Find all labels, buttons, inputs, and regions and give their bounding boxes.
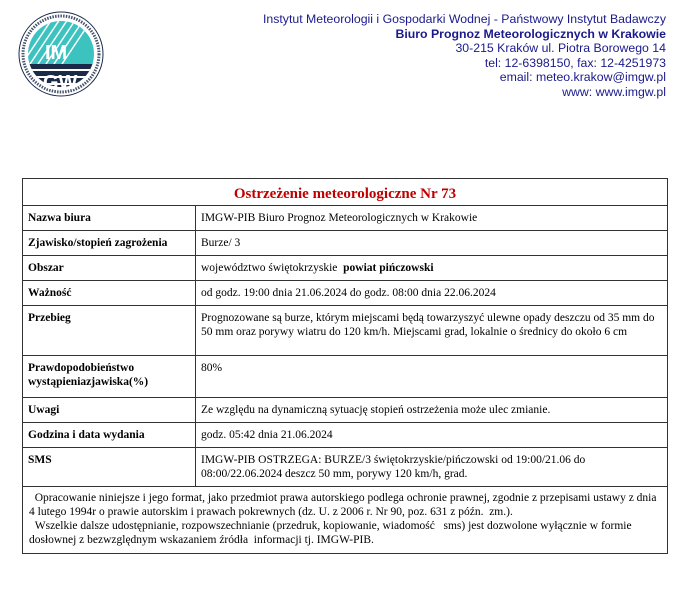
row-value: godz. 05:42 dnia 21.06.2024 bbox=[196, 423, 668, 448]
row-label: SMS bbox=[23, 448, 196, 487]
table-row bbox=[23, 231, 668, 256]
row-value bbox=[196, 256, 668, 281]
row-value: od godz. 19:00 dnia 21.06.2024 do godz. 08:00 dnia 22.06.2024 bbox=[196, 281, 668, 306]
region: województwo świętokrzyskie bbox=[201, 262, 338, 274]
copyright-text: Opracowanie niniejsze i jego format, jako przedmiot prawa autorskiego podlega ochronie prawnej, zgodnie z przepisami ustawy z dnia 4 lutego 1994r o prawie autorskim i prawach pokrewnych (dz. U. z 2006 r. Nr 90, poz. 631 z późn. zm.). bbox=[29, 492, 660, 518]
table-row bbox=[23, 306, 668, 356]
office-name: Biuro Prognoz Meteorologicznych w Krakowie bbox=[395, 26, 666, 41]
warning-table bbox=[22, 178, 668, 554]
letterhead bbox=[263, 12, 666, 100]
institute-name: Instytut Meteorologii i Gospodarki Wodnej - Państwowy Instytut Badawczy bbox=[262, 12, 666, 26]
row-value: Burze/ 3 bbox=[196, 231, 668, 256]
warning-title: Ostrzeżenie meteorologiczne Nr 73 bbox=[23, 179, 668, 206]
svg-text:IM: IM bbox=[45, 42, 68, 64]
table-row bbox=[23, 448, 668, 487]
email: email: meteo.krakow@imgw.pl bbox=[499, 70, 666, 85]
copyright-notice bbox=[23, 487, 668, 554]
row-label: Nazwa biura bbox=[23, 206, 196, 231]
row-value: 80% bbox=[196, 356, 668, 398]
table-row bbox=[23, 206, 668, 231]
row-value: IMGW-PIB Biuro Prognoz Meteorologicznych w Krakowie bbox=[196, 206, 668, 231]
table-row bbox=[23, 398, 668, 423]
row-label: Obszar bbox=[23, 256, 196, 281]
county: powiat pińczowski bbox=[343, 262, 434, 274]
table-row bbox=[23, 356, 668, 398]
row-label: Zjawisko/stopień zagrożenia bbox=[23, 231, 196, 256]
imgw-logo bbox=[18, 4, 104, 104]
row-value: Prognozowane są burze, którym miejscami będą towarzyszyć ulewne opady deszczu od 35 mm do 50 mm oraz porywy wiatru do 120 km/h. Miejscami grad, lokalnie o średnicy do około 6 cm bbox=[196, 306, 668, 356]
svg-text:GW: GW bbox=[43, 72, 78, 94]
row-label: Przebieg bbox=[23, 306, 196, 356]
row-value: IMGW-PIB OSTRZEGA: BURZE/3 świętokrzyskie/pińczowski od 19:00/21.06 do 08:00/22.06.2024 deszcz 50 mm, porywy 120 km/h, grad. bbox=[196, 448, 668, 487]
table-row bbox=[23, 423, 668, 448]
row-value: Ze względu na dynamiczną sytuację stopień ostrzeżenia może ulec zmianie. bbox=[196, 398, 668, 423]
table-row bbox=[23, 281, 668, 306]
row-label: Ważność bbox=[23, 281, 196, 306]
phone-fax: tel: 12-6398150, fax: 12-4251973 bbox=[484, 55, 666, 70]
address: 30-215 Kraków ul. Piotra Borowego 14 bbox=[455, 41, 666, 56]
row-label: Uwagi bbox=[23, 398, 196, 423]
distribution-text: Wszelkie dalsze udostępnianie, rozpowszechnianie (przedruk, kopiowanie, wiadomość sms) jest dozwolone wyłącznie w formie dosłownej z bezwzględnym wskazaniem źródła informacji tj. IMGW-PIB. bbox=[29, 520, 635, 546]
row-label: Godzina i data wydania bbox=[23, 423, 196, 448]
website: www: www.imgw.pl bbox=[562, 84, 666, 99]
row-label: Prawdopodobieństwo wystąpieniazjawiska(%) bbox=[23, 356, 196, 398]
table-row bbox=[23, 256, 668, 281]
